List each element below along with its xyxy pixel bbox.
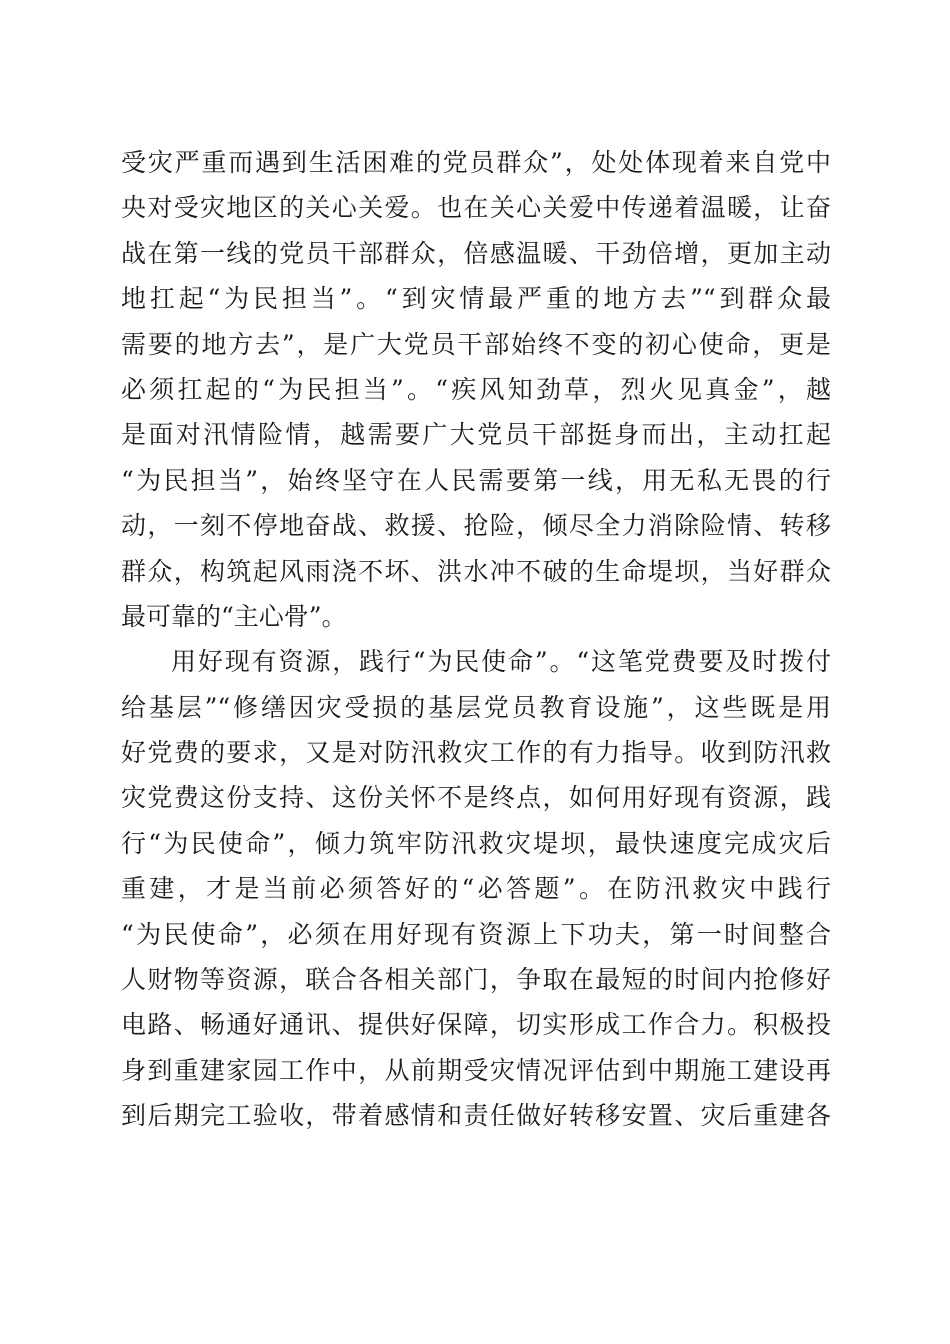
- text-line: 灾党费这份支持、这份关怀不是终点，如何用好现有资源，践: [121, 783, 831, 813]
- text-line: 人财物等资源，联合各相关部门，争取在最短的时间内抢修好: [121, 965, 831, 995]
- text-line: 给基层”“修缮因灾受损的基层党员教育设施”，这些既是用: [121, 692, 831, 722]
- text-line: 是面对汛情险情，越需要广大党员干部挺身而出，主动扛起: [121, 420, 831, 450]
- text-line: 必须扛起的“为民担当”。“疾风知劲草，烈火见真金”，越: [121, 374, 831, 404]
- text-line: 地扛起“为民担当”。“到灾情最严重的地方去”“到群众最: [121, 284, 831, 314]
- text-line: 最可靠的“主心骨”。: [121, 601, 347, 631]
- text-line: 群众，构筑起风雨浇不坏、洪水冲不破的生命堤坝，当好群众: [121, 556, 831, 586]
- paragraph-start-line: 用好现有资源，践行“为民使命”。“这笔党费要及时拨付: [171, 647, 831, 677]
- text-line: 央对受灾地区的关心关爱。也在关心关爱中传递着温暖，让奋: [121, 193, 831, 223]
- text-line: 战在第一线的党员干部群众，倍感温暖、干劲倍增，更加主动: [121, 238, 831, 268]
- text-line: 到后期完工验收，带着感情和责任做好转移安置、灾后重建各: [121, 1101, 831, 1131]
- text-line: “为民使命”，必须在用好现有资源上下功夫，第一时间整合: [121, 919, 831, 949]
- text-line: 好党费的要求，又是对防汛救灾工作的有力指导。收到防汛救: [121, 738, 831, 768]
- text-line: “为民担当”，始终坚守在人民需要第一线，用无私无畏的行: [121, 465, 831, 495]
- text-line: 受灾严重而遇到生活困难的党员群众”，处处体现着来自党中: [121, 148, 831, 177]
- text-line: 电路、畅通好通讯、提供好保障，切实形成工作合力。积极投: [121, 1010, 831, 1040]
- text-line: 行“为民使命”，倾力筑牢防汛救灾堤坝，最快速度完成灾后: [121, 828, 831, 858]
- body-text: [121, 140, 831, 1139]
- text-line: 重建，才是当前必须答好的“必答题”。在防汛救灾中践行: [121, 874, 831, 904]
- text-line: 动，一刻不停地奋战、救援、抢险，倾尽全力消除险情、转移: [121, 511, 831, 541]
- text-line: 需要的地方去”，是广大党员干部始终不变的初心使命，更是: [121, 329, 831, 359]
- text-line: 身到重建家园工作中，从前期受灾情况评估到中期施工建设再: [121, 1055, 831, 1085]
